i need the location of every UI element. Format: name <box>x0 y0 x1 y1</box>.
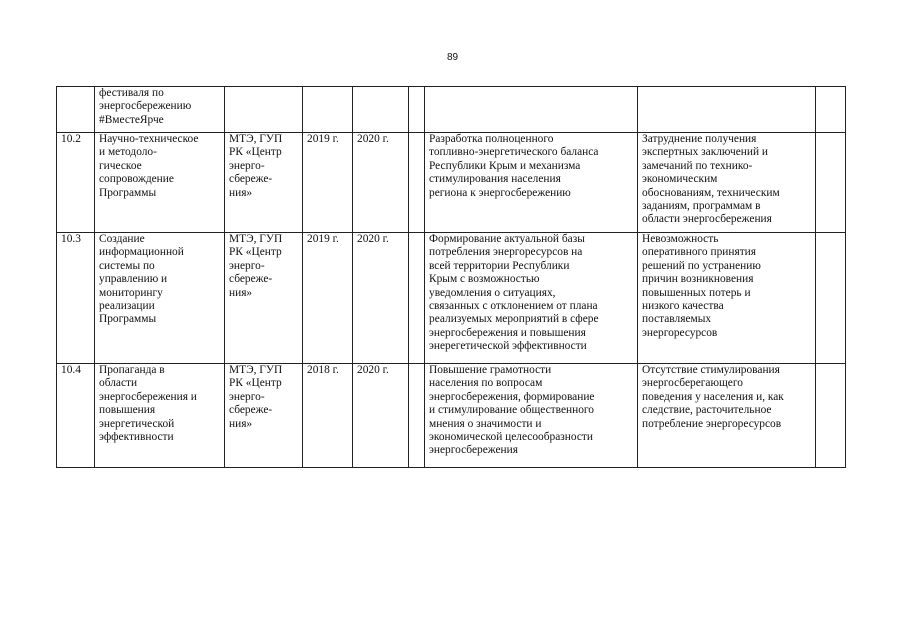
end-year-cell <box>353 364 409 468</box>
table-row <box>57 364 846 468</box>
row-number: 10.4 <box>61 364 81 376</box>
measure-name-cell <box>95 233 225 364</box>
start-year-cell <box>303 364 353 468</box>
measure-name-cell <box>95 364 225 468</box>
end-year-cell <box>353 133 409 233</box>
non-implementation-consequence: Отсутствие стимулирования энергосберегающего поведения у населения и, как следствие, расточительное потребление энергоресурсов <box>642 364 784 430</box>
risk-cell <box>638 364 816 468</box>
spacer-cell <box>409 233 425 364</box>
program-measures-table <box>56 86 846 468</box>
spacer-cell <box>409 133 425 233</box>
expected-result: Повышение грамотности населения по вопросам энергосбережения, формирование и стимулирование общественного мнения о значимости и экономической целесообразности энергосбережения <box>429 364 595 457</box>
executor-cell <box>225 87 303 133</box>
row-number-cell <box>57 233 95 364</box>
row-number: 10.2 <box>61 133 81 145</box>
measure-name: Создание информационной системы по управлению и мониторингу реализации Программы <box>99 233 184 326</box>
expected-result-cell <box>425 364 638 468</box>
table-row <box>57 133 846 233</box>
extra-cell <box>816 233 846 364</box>
risk-cell <box>638 87 816 133</box>
spacer-cell <box>409 364 425 468</box>
end-year: 2020 г. <box>357 133 389 145</box>
row-number-cell <box>57 87 95 133</box>
expected-result: Формирование актуальной базы потребления энергоресурсов на всей территории Республики Крым с возможностью уведомления о ситуациях, связанных с отклонением от плана реализуемых мероприятий в сфере энергосбережения и повышения энерегетической эффективности <box>429 233 599 353</box>
start-year-cell <box>303 133 353 233</box>
start-year-cell <box>303 87 353 133</box>
start-year: 2018 г. <box>307 364 339 376</box>
executor: МТЭ, ГУП РК «Центр энерго- сбереже- ния» <box>229 364 283 430</box>
executor: МТЭ, ГУП РК «Центр энерго- сбереже- ния» <box>229 233 283 299</box>
start-year-cell <box>303 233 353 364</box>
end-year: 2020 г. <box>357 364 389 376</box>
measure-name: Пропаганда в области энергосбережения и повышения энергетической эффективности <box>99 364 197 444</box>
extra-cell <box>816 364 846 468</box>
extra-cell <box>816 87 846 133</box>
spacer-cell <box>409 87 425 133</box>
row-number-cell <box>57 133 95 233</box>
non-implementation-consequence: Затруднение получения экспертных заключений и замечаний по технико- экономическим обоснованиям, техническим заданиям, программам в области энергосбережения <box>642 133 780 226</box>
table-row <box>57 87 846 133</box>
start-year: 2019 г. <box>307 233 339 245</box>
expected-result-cell <box>425 233 638 364</box>
expected-result: Разработка полноценного топливно-энергетического баланса Республики Крым и механизма стимулирования населения региона к энергосбережению <box>429 133 599 199</box>
table-row <box>57 233 846 364</box>
end-year: 2020 г. <box>357 233 389 245</box>
executor-cell <box>225 364 303 468</box>
measure-name-cell <box>95 133 225 233</box>
risk-cell <box>638 233 816 364</box>
measure-name: Научно-техническое и методоло- гическое сопровождение Программы <box>99 133 199 199</box>
end-year-cell <box>353 87 409 133</box>
executor-cell <box>225 233 303 364</box>
risk-cell <box>638 133 816 233</box>
executor: МТЭ, ГУП РК «Центр энерго- сбереже- ния» <box>229 133 283 199</box>
end-year-cell <box>353 233 409 364</box>
executor-cell <box>225 133 303 233</box>
page-number: 89 <box>446 52 459 63</box>
row-number-cell <box>57 364 95 468</box>
expected-result-cell <box>425 133 638 233</box>
row-number: 10.3 <box>61 233 81 245</box>
start-year: 2019 г. <box>307 133 339 145</box>
measure-name-cell <box>95 87 225 133</box>
extra-cell <box>816 133 846 233</box>
non-implementation-consequence: Невозможность оперативного принятия решений по устранению причин возникновения повышенных потерь и низкого качества поставляемых энергоресурсов <box>642 233 761 339</box>
measure-name: фестиваля по энергосбережению #ВместеЯрче <box>99 87 192 126</box>
expected-result-cell <box>425 87 638 133</box>
